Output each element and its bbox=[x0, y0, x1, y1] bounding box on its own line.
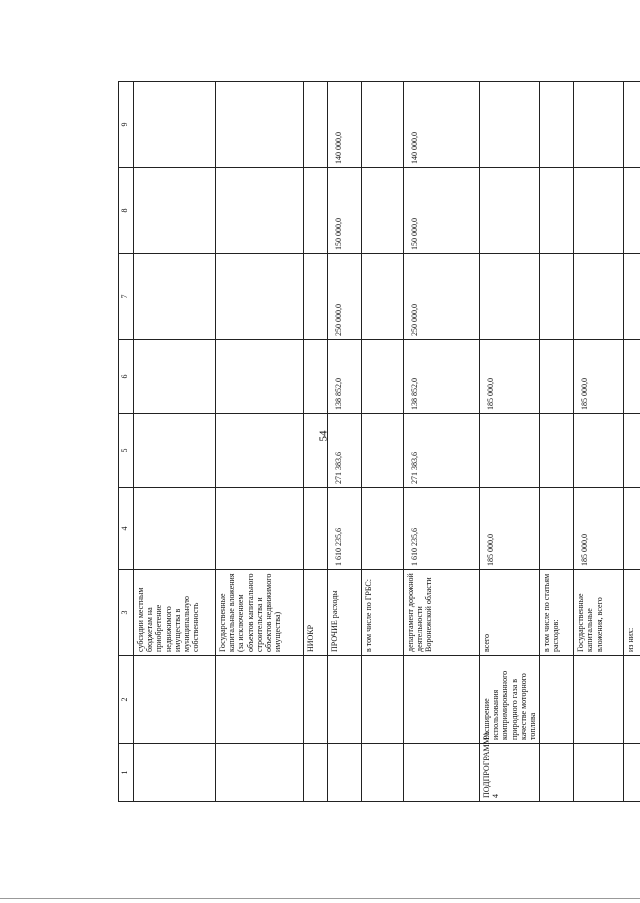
cell-col-9 bbox=[216, 82, 304, 168]
cell-col-6: 138 852,0 bbox=[404, 340, 480, 414]
cell-col-5 bbox=[480, 414, 540, 488]
cell-col-9 bbox=[624, 82, 640, 168]
cell-col-7 bbox=[540, 254, 574, 340]
cell-col-1 bbox=[624, 744, 640, 802]
cell-col-1 bbox=[304, 744, 328, 802]
cell-col-2 bbox=[574, 656, 624, 744]
cell-col-9 bbox=[134, 82, 216, 168]
cell-col-8 bbox=[304, 168, 328, 254]
column-header-7: 7 bbox=[119, 254, 134, 340]
cell-col-4: 1 610 235,6 bbox=[328, 488, 362, 570]
cell-col-3: Государственные капитальные вложения, всего bbox=[574, 570, 624, 656]
cell-col-7 bbox=[362, 254, 404, 340]
cell-col-1 bbox=[404, 744, 480, 802]
cell-col-7: 250 000,0 bbox=[404, 254, 480, 340]
cell-col-4 bbox=[134, 488, 216, 570]
cell-col-7 bbox=[574, 254, 624, 340]
cell-col-2 bbox=[304, 656, 328, 744]
cell-col-6: 185 000,0 bbox=[480, 340, 540, 414]
cell-col-2 bbox=[404, 656, 480, 744]
cell-col-1 bbox=[540, 744, 574, 802]
table-row bbox=[404, 82, 480, 802]
cell-col-5 bbox=[216, 414, 304, 488]
column-header-4: 4 bbox=[119, 488, 134, 570]
cell-col-8 bbox=[362, 168, 404, 254]
cell-col-6: 185 000,0 bbox=[574, 340, 624, 414]
cell-col-3: департамент дорожной деятельности Воронежской области bbox=[404, 570, 480, 656]
cell-col-3: из них: bbox=[624, 570, 640, 656]
cell-col-5 bbox=[362, 414, 404, 488]
cell-col-9: 140 000,0 bbox=[328, 82, 362, 168]
cell-col-4 bbox=[624, 488, 640, 570]
cell-col-3: Государственные капитальные вложения (за исключением объектов капитального строительства и объектов недвижимого имущества) bbox=[216, 570, 304, 656]
cell-col-4: 185 000,0 bbox=[480, 488, 540, 570]
cell-col-8 bbox=[216, 168, 304, 254]
cell-col-8 bbox=[134, 168, 216, 254]
cell-col-9 bbox=[304, 82, 328, 168]
cell-col-3: в том числе по ГРБС: bbox=[362, 570, 404, 656]
budget-table-rotated bbox=[118, 82, 636, 802]
cell-col-8 bbox=[480, 168, 540, 254]
cell-col-6 bbox=[362, 340, 404, 414]
cell-col-8 bbox=[624, 168, 640, 254]
cell-col-3: всего bbox=[480, 570, 540, 656]
cell-col-5 bbox=[540, 414, 574, 488]
table-row bbox=[328, 82, 362, 802]
column-header-3: 3 bbox=[119, 570, 134, 656]
table-row bbox=[216, 82, 304, 802]
cell-col-2 bbox=[624, 656, 640, 744]
cell-col-3: в том числе по статьям расходов: bbox=[540, 570, 574, 656]
cell-col-4 bbox=[540, 488, 574, 570]
cell-col-1: ПОДПРОГРАММА 4 bbox=[480, 744, 540, 802]
cell-col-2 bbox=[216, 656, 304, 744]
column-header-6: 6 bbox=[119, 340, 134, 414]
cell-col-5 bbox=[134, 414, 216, 488]
cell-col-6: 138 852,0 bbox=[328, 340, 362, 414]
cell-col-4: 185 000,0 bbox=[574, 488, 624, 570]
cell-col-9 bbox=[574, 82, 624, 168]
page-edge-line bbox=[0, 898, 640, 899]
cell-col-5: 271 383,6 bbox=[404, 414, 480, 488]
column-header-8: 8 bbox=[119, 168, 134, 254]
column-header-1: 1 bbox=[119, 744, 134, 802]
cell-col-8: 150 000,0 bbox=[328, 168, 362, 254]
cell-col-8 bbox=[540, 168, 574, 254]
cell-col-2 bbox=[328, 656, 362, 744]
cell-col-1 bbox=[574, 744, 624, 802]
cell-col-7 bbox=[304, 254, 328, 340]
cell-col-1 bbox=[134, 744, 216, 802]
column-header-9: 9 bbox=[119, 82, 134, 168]
cell-col-5 bbox=[574, 414, 624, 488]
budget-table bbox=[118, 81, 640, 802]
table-row bbox=[624, 82, 640, 802]
header-row bbox=[119, 82, 134, 802]
cell-col-6 bbox=[624, 340, 640, 414]
cell-col-8 bbox=[574, 168, 624, 254]
cell-col-2 bbox=[134, 656, 216, 744]
cell-col-6 bbox=[134, 340, 216, 414]
cell-col-1 bbox=[216, 744, 304, 802]
cell-col-6 bbox=[540, 340, 574, 414]
cell-col-4: 1 610 235,6 bbox=[404, 488, 480, 570]
cell-col-2 bbox=[362, 656, 404, 744]
cell-col-7 bbox=[480, 254, 540, 340]
cell-col-2 bbox=[540, 656, 574, 744]
cell-col-7: 250 000,0 bbox=[328, 254, 362, 340]
cell-col-9: 140 000,0 bbox=[404, 82, 480, 168]
cell-col-6 bbox=[304, 340, 328, 414]
cell-col-5: 271 383,6 bbox=[328, 414, 362, 488]
cell-col-3: субсидии местным бюджетам на приобретение недвижимого имущества в муниципальную собственность bbox=[134, 570, 216, 656]
cell-col-7 bbox=[624, 254, 640, 340]
page-number: 54 bbox=[317, 430, 330, 442]
cell-col-8: 150 000,0 bbox=[404, 168, 480, 254]
cell-col-3: НИОКР bbox=[304, 570, 328, 656]
cell-col-9 bbox=[362, 82, 404, 168]
cell-col-9 bbox=[480, 82, 540, 168]
cell-col-9 bbox=[540, 82, 574, 168]
cell-col-6 bbox=[216, 340, 304, 414]
table-row bbox=[574, 82, 624, 802]
table-row bbox=[362, 82, 404, 802]
table-body bbox=[134, 82, 640, 802]
cell-col-5 bbox=[624, 414, 640, 488]
column-header-5: 5 bbox=[119, 414, 134, 488]
table-row bbox=[480, 82, 540, 802]
cell-col-5 bbox=[304, 414, 328, 488]
table-row bbox=[304, 82, 328, 802]
cell-col-4 bbox=[216, 488, 304, 570]
cell-col-4 bbox=[304, 488, 328, 570]
column-header-2: 2 bbox=[119, 656, 134, 744]
cell-col-1 bbox=[328, 744, 362, 802]
cell-col-7 bbox=[134, 254, 216, 340]
table-row bbox=[134, 82, 216, 802]
cell-col-2: Расширение использования компримированного природного газа в качестве моторного топлива bbox=[480, 656, 540, 744]
cell-col-4 bbox=[362, 488, 404, 570]
cell-col-7 bbox=[216, 254, 304, 340]
table-row bbox=[540, 82, 574, 802]
cell-col-1 bbox=[362, 744, 404, 802]
cell-col-3: ПРОЧИЕ расходы bbox=[328, 570, 362, 656]
